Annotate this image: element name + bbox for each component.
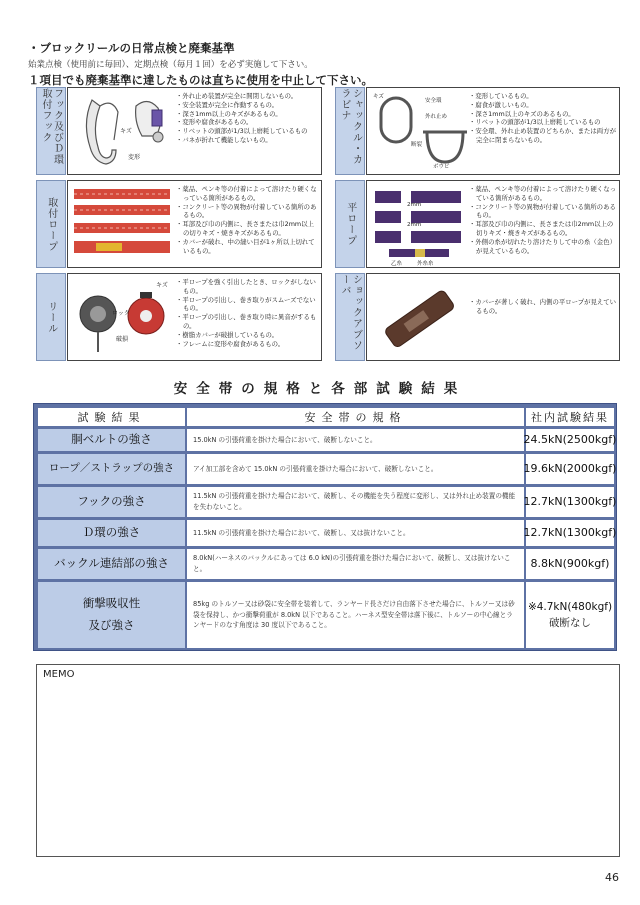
criteria-item: ・ フレームに変形や腐食があるもの。 xyxy=(176,340,320,349)
category-rope: 取付ロープ xyxy=(36,180,66,268)
table-row-spec: 15.0kN の引張荷重を掛けた場合において、破断しないこと。 xyxy=(187,429,524,451)
criteria-item: ・ コンクリート等の異物が付着している箇所のあるもの。 xyxy=(176,203,320,221)
table-row-spec: アイ加工部を含めて 15.0kN の引張荷重を掛けた場合において、破断しないこと。 xyxy=(187,454,524,484)
label-thread: 乙糸 xyxy=(391,261,403,267)
table-row-name: Ｄ環の強さ xyxy=(38,520,185,546)
criteria-item: ・ 深さ1mm以上のキズのあるもの。 xyxy=(469,110,619,119)
table-row-spec: 11.5kN の引張荷重を掛けた場合において、破断し、その機能を失う程度に変形し、又は外れ止め装置の機能を失わないこと。 xyxy=(187,487,524,517)
table-row-result: 8.8kN(900kgf) xyxy=(526,549,614,579)
criteria-item: ・ 変形しているもの。 xyxy=(469,92,619,101)
label-broken: 破損 xyxy=(116,336,129,343)
criteria-item: ・ 平ロープを強く引出したとき、ロックがしないもの。 xyxy=(176,278,320,296)
label-2mm: 2mm xyxy=(407,202,422,208)
label-lock: ロック xyxy=(112,310,130,317)
criteria-item: ・ 深さ1mm以上のキズがあるもの。 xyxy=(176,110,320,119)
criteria-item: ・ 平ロープの引出し、巻き取りがスムーズでないもの。 xyxy=(176,296,320,314)
memo-box[interactable] xyxy=(36,664,620,857)
criteria-item: ・ 平ロープの引出し、巻き取り時に異音がするもの。 xyxy=(176,313,320,331)
criteria-item: ・ 樹脂カバーが破損しているもの。 xyxy=(176,331,320,340)
criteria-item: ・ 安全装置が完全に作動するもの。 xyxy=(176,101,320,110)
category-shackle: シャックル・カラビナ xyxy=(335,87,365,175)
column-header-result: 社内試験結果 xyxy=(526,408,614,426)
table-row-name: バックル連結部の強さ xyxy=(38,549,185,579)
shackle-panel xyxy=(366,87,620,175)
table-row-result: 19.6kN(2000kgf) xyxy=(526,454,614,484)
rope-criteria xyxy=(176,185,320,256)
reel-illustration xyxy=(72,278,174,358)
criteria-item: ・ 耳部及び巾の内側に、長さまたは巾2mm以上の切りキズ・焼きキズがあるもの。 xyxy=(176,220,320,238)
flat-rope-panel xyxy=(366,180,620,268)
table-row-spec: 11.5kN の引張荷重を掛けた場合において、破断し、又は抜けないこと。 xyxy=(187,520,524,546)
reel-panel xyxy=(67,273,322,361)
criteria-item: ・ 腐食が激しいもの。 xyxy=(469,101,619,110)
label-bowbi: ボウビ xyxy=(433,164,450,170)
label-scratch: キズ xyxy=(156,282,168,289)
criteria-item: ・ リベットの頭部が1/3以上磨耗しているもの xyxy=(469,118,619,127)
spec-section-title: 安全帯の規格と各部試験結果 xyxy=(173,381,467,397)
category-hook: フック及びＤ環取付フック xyxy=(36,87,66,175)
criteria-item: ・ 安全環、外れ止め装置のどちらか、または両方が完全に閉まらないもの。 xyxy=(469,127,619,145)
table-row-spec: 8.0kN(ハーネスのバックルにあっては 6.0 kN)の引張荷重を掛けた場合において、破断し、又は抜けないこと。 xyxy=(187,549,524,579)
inspection-schedule-note: 始業点検（使用前に毎回）、定期点検（毎月１回）を必ず実施して下さい。 xyxy=(28,60,313,70)
label-scratch: キズ xyxy=(373,94,384,100)
criteria-item: ・ リベットの頭部が1/3以上磨耗しているもの xyxy=(176,127,320,136)
column-header-test: 試験結果 xyxy=(38,408,185,426)
table-row-result: 12.7kN(1300kgf) xyxy=(526,487,614,517)
table-row-name: フックの強さ xyxy=(38,487,185,517)
table-row-result: 12.7kN(1300kgf) xyxy=(526,520,614,546)
disposal-warning: １項目でも廃棄基準に達したものは直ちに使用を中止して下さい。 xyxy=(28,73,373,87)
label-2mm: 2mm xyxy=(407,182,422,188)
label-latch: 外れ止め xyxy=(425,114,448,120)
rope-illustration xyxy=(72,185,172,265)
hook-criteria xyxy=(176,92,320,145)
criteria-item: ・ 耳部及び巾の内側に、長さまたは巾2mm以上の切りキズ・焼きキズがあるもの。 xyxy=(469,220,619,238)
shackle-illustration xyxy=(371,92,467,172)
criteria-item: ・ 外れ止め装置が完全に開閉しないもの。 xyxy=(176,92,320,101)
label-outer-thread: 外糸糸 xyxy=(417,261,434,267)
table-row-spec: 85kg のトルソー又は砂袋に安全帯を装着して、ランヤード長さだけ自由落下させた場合に、トルソー又は砂袋を保持し、かつ衝撃荷重が 8.0kN 以下であること。ハーネス型安全帯は落下後に、トルソーの中心線とランヤードのなす角度は 30 度以下であること。 xyxy=(187,582,524,648)
hook-panel xyxy=(67,87,322,175)
category-flat-rope: 平ロープ xyxy=(335,180,365,268)
label-break: 断裂 xyxy=(411,142,423,148)
criteria-item: ・ コンクリート等の異物が付着している箇所のあるもの。 xyxy=(469,203,619,221)
label-scratch: キズ xyxy=(120,128,132,135)
absorber-panel xyxy=(366,273,620,361)
absorber-criteria xyxy=(469,298,619,316)
criteria-item: ・ 変形や腐食があるもの。 xyxy=(176,118,320,127)
rope-panel xyxy=(67,180,322,268)
shackle-criteria xyxy=(469,92,619,145)
label-2mm: 2mm xyxy=(407,222,422,228)
criteria-item: ・ 薬品、ペンキ等の付着によって溶けたり硬くなっている箇所があるもの。 xyxy=(469,185,619,203)
page-number: 46 xyxy=(605,871,619,884)
category-reel: リール xyxy=(36,273,66,361)
table-row-name: ロープ／ストラップの強さ xyxy=(38,454,185,484)
memo-label: MEMO xyxy=(43,669,75,680)
table-row-result: 24.5kN(2500kgf) xyxy=(526,429,614,451)
table-row-result: ※4.7kN(480kgf) 破断なし xyxy=(526,582,614,648)
criteria-item: ・ カバーが著しく破れ、内側の平ロープが見えているもの。 xyxy=(469,298,619,316)
category-shock-absorber: ショックアブソーバ xyxy=(335,273,365,361)
label-deform: 変形 xyxy=(128,154,141,161)
reel-criteria xyxy=(176,278,320,349)
criteria-item: ・ 薬品、ペンキ等の付着によって溶けたり硬くなっている箇所があるもの。 xyxy=(176,185,320,203)
table-row-name: 衝撃吸収性 及び強さ xyxy=(38,582,185,648)
label-safety-ring: 安全環 xyxy=(425,98,442,104)
criteria-item: ・ 外側の糸が切れたり溶けたりして中の糸（金色）が見えているもの。 xyxy=(469,238,619,256)
column-header-standard: 安全帯の規格 xyxy=(187,408,524,426)
criteria-item: ・ カバーが破れ、中の縫い目が1ヶ所以上切れているもの。 xyxy=(176,238,320,256)
criteria-item: ・ バネが折れて機能しないもの。 xyxy=(176,136,320,145)
absorber-illustration xyxy=(371,278,467,358)
flat-rope-criteria xyxy=(469,185,619,256)
spec-table xyxy=(33,403,617,651)
section-heading: ・ブロックリールの日常点検と廃棄基準 xyxy=(28,41,235,55)
table-row-name: 胴ベルトの強さ xyxy=(38,429,185,451)
